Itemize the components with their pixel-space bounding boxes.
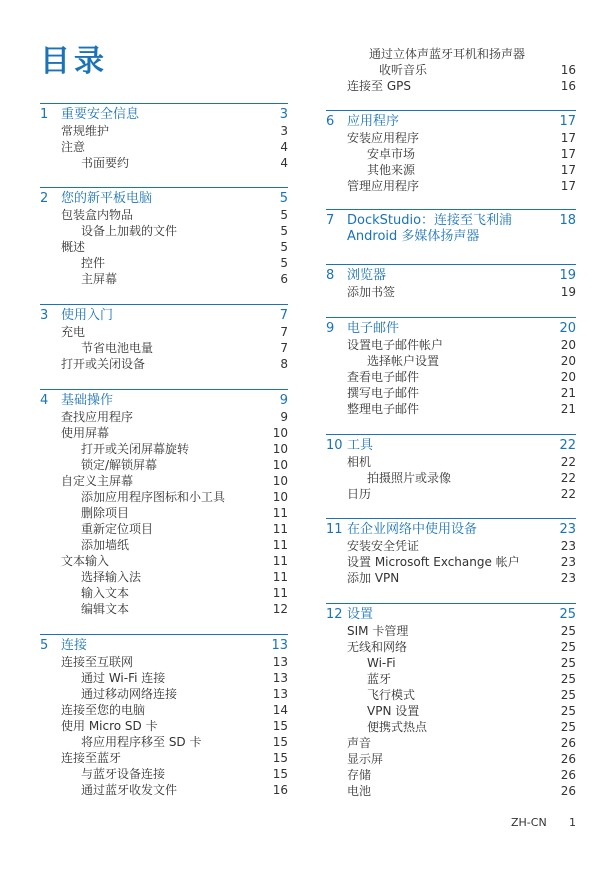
toc-entry-page: 11: [272, 586, 288, 600]
chapter-title: 工具: [347, 438, 374, 453]
toc-entry-text: 日历: [347, 487, 372, 501]
toc-entry-page: 20: [560, 338, 576, 352]
toc-entry: [326, 783, 576, 799]
toc-entry: [326, 538, 576, 554]
toc-entry: [40, 155, 288, 171]
toc-entry: [326, 639, 576, 655]
toc-entry-page: 8: [280, 357, 288, 371]
toc-entry-page: 22: [560, 455, 576, 469]
toc-entry: [326, 470, 576, 486]
toc-entry-page: 5: [280, 256, 288, 270]
toc-entry: [326, 454, 576, 470]
toc-entry-page: 10: [272, 442, 288, 456]
toc-entry-text: 安装应用程序: [347, 131, 420, 145]
toc-chapter-heading: [40, 191, 288, 207]
toc-entry-text: Wi-Fi: [367, 656, 396, 670]
toc-entry-page: 16: [560, 79, 576, 93]
toc-entry: [40, 718, 288, 734]
toc-entry: [40, 425, 288, 441]
chapter-number: 7: [326, 213, 335, 228]
toc-section: [326, 110, 576, 194]
toc-entry: [40, 409, 288, 425]
toc-entry-text: 打开或关闭设备: [61, 357, 146, 371]
toc-entry-page: 22: [560, 471, 576, 485]
toc-entry: [326, 385, 576, 401]
toc-entry-text: 查找应用程序: [61, 410, 134, 424]
chapter-number: 2: [40, 191, 49, 206]
toc-entry-text: 与蓝牙设备连接: [81, 767, 166, 781]
toc-entry: [326, 284, 576, 300]
toc-entry: [326, 570, 576, 586]
toc-entry-text: 连接至您的电脑: [61, 703, 146, 717]
toc-entry-text: 锁定/解锁屏幕: [81, 458, 158, 472]
toc-entry: [326, 671, 576, 687]
toc-entry: [326, 767, 576, 783]
toc-entry-text: 添加 VPN: [347, 571, 400, 585]
toc-entry: [326, 130, 576, 146]
toc-section: [40, 634, 288, 798]
toc-entry-page: 14: [272, 703, 288, 717]
toc-entry-page: 17: [560, 179, 576, 193]
toc-chapter-heading: [40, 393, 288, 409]
toc-entry-page: 19: [560, 285, 576, 299]
toc-entry-text: 飞行模式: [367, 688, 416, 702]
toc-entry: [40, 750, 288, 766]
chapter-page: 17: [559, 114, 576, 129]
toc-entry: [40, 139, 288, 155]
toc-entry-text: 连接至蓝牙: [61, 751, 122, 765]
toc-entry-page: 25: [560, 672, 576, 686]
toc-entry-page: 7: [280, 341, 288, 355]
toc-entry: [40, 686, 288, 702]
toc-chapter-heading: [326, 522, 576, 538]
toc-chapter-heading: [326, 268, 576, 284]
toc-entry-page: 11: [272, 554, 288, 568]
toc-entry-text: 安装安全凭证: [347, 539, 420, 553]
toc-entry-text: 拍摄照片或录像: [367, 471, 452, 485]
toc-entry-text: 包装盒内物品: [61, 208, 134, 222]
chapter-number: 1: [40, 107, 49, 122]
toc-entry-text: 添加墙纸: [81, 538, 130, 552]
toc-entry-text: 收听音乐: [379, 63, 428, 77]
toc-entry: [40, 255, 288, 271]
chapter-number: 4: [40, 393, 49, 408]
toc-entry: [40, 782, 288, 798]
toc-entry-text: 使用屏幕: [61, 426, 110, 440]
toc-entry-text: 自定义主屏幕: [61, 474, 134, 488]
toc-entry-text: SIM 卡管理: [347, 624, 409, 638]
toc-entry-page: 7: [280, 325, 288, 339]
toc-entry-page: 21: [560, 386, 576, 400]
toc-entry-page: 15: [272, 751, 288, 765]
toc-entry-page: 11: [272, 522, 288, 536]
toc-entry-text: 删除项目: [81, 506, 130, 520]
toc-chapter-heading: [40, 308, 288, 324]
toc-entry: [40, 654, 288, 670]
chapter-title: 浏览器: [347, 268, 387, 283]
chapter-number: 11: [326, 522, 343, 537]
toc-entry-text: 常规维护: [61, 124, 110, 138]
toc-entry-page: 4: [280, 140, 288, 154]
chapter-number: 12: [326, 607, 343, 622]
toc-entry-text: 设备上加载的文件: [81, 224, 178, 238]
toc-chapter-heading: [40, 638, 288, 654]
chapter-page: 7: [279, 308, 288, 323]
chapter-title: 连接: [61, 638, 88, 653]
toc-entry-page: 23: [560, 539, 576, 553]
toc-section: [326, 434, 576, 502]
toc-entry-text: 存储: [347, 768, 372, 782]
toc-entry-page: 23: [560, 555, 576, 569]
toc-entry-page: 4: [280, 156, 288, 170]
toc-entry: [326, 62, 576, 78]
toc-entry-text: 撰写电子邮件: [347, 386, 420, 400]
toc-entry-text: 主屏幕: [81, 272, 118, 286]
toc-entry: [40, 766, 288, 782]
toc-entry-text: 控件: [81, 256, 106, 270]
toc-entry-text: 添加应用程序图标和小工具: [81, 490, 226, 504]
toc-entry-page: 25: [560, 640, 576, 654]
toc-entry: [40, 457, 288, 473]
toc-entry-text: 查看电子邮件: [347, 370, 420, 384]
toc-entry-text: 蓝牙: [367, 672, 392, 686]
toc-entry-page: 11: [272, 570, 288, 584]
toc-entry-text: 便携式热点: [367, 720, 428, 734]
chapter-page: 9: [279, 393, 288, 408]
toc-entry: [326, 719, 576, 735]
toc-section: [40, 304, 288, 372]
toc-entry-page: 16: [560, 63, 576, 77]
toc-entry-page: 10: [272, 458, 288, 472]
toc-entry: [326, 337, 576, 353]
toc-entry-text: 文本输入: [61, 554, 110, 568]
toc-entry: [40, 489, 288, 505]
toc-entry: [40, 324, 288, 340]
toc-entry-page: 22: [560, 487, 576, 501]
toc-entry-text: 通过立体声蓝牙耳机和扬声器: [369, 47, 526, 61]
toc-chapter-heading: [326, 321, 576, 337]
footer-page-number: 1: [569, 816, 576, 829]
toc-section: [40, 187, 288, 287]
toc-entry-page: 5: [280, 240, 288, 254]
toc-entry-text: 编辑文本: [81, 602, 130, 616]
toc-entry: [40, 585, 288, 601]
toc-entry-text: 添加书签: [347, 285, 396, 299]
toc-entry: [326, 554, 576, 570]
toc-entry-text: 选择帐户设置: [367, 354, 440, 368]
toc-entry-page: 15: [272, 719, 288, 733]
toc-entry-page: 25: [560, 704, 576, 718]
toc-entry-page: 6: [280, 272, 288, 286]
toc-entry-text: 管理应用程序: [347, 179, 420, 193]
toc-entry-text: 相机: [347, 455, 372, 469]
toc-entry: [40, 207, 288, 223]
toc-entry-page: 26: [560, 736, 576, 750]
toc-entry: [326, 146, 576, 162]
toc-entry-page: 11: [272, 506, 288, 520]
toc-entry-page: 12: [272, 602, 288, 616]
toc-entry-text: 设置电子邮件帐户: [347, 338, 444, 352]
toc-entry-page: 25: [560, 624, 576, 638]
toc-entry-text: 显示屏: [347, 752, 384, 766]
toc-chapter-heading: [326, 607, 576, 623]
toc-entry-text: 声音: [347, 736, 372, 750]
toc-entry: [40, 734, 288, 750]
toc-entry-page: 11: [272, 538, 288, 552]
toc-section: [326, 209, 576, 245]
chapter-number: 3: [40, 308, 49, 323]
toc-entry: [326, 178, 576, 194]
toc-entry: [40, 537, 288, 553]
toc-entry-page: 17: [560, 147, 576, 161]
toc-section: [40, 389, 288, 617]
toc-entry: [40, 670, 288, 686]
toc-entry-page: 13: [272, 687, 288, 701]
chapter-title: 应用程序: [347, 114, 400, 129]
toc-entry: [326, 162, 576, 178]
page-footer: [500, 816, 576, 830]
toc-entry: [40, 340, 288, 356]
chapter-title: 重要安全信息: [61, 107, 140, 122]
chapter-page: 22: [559, 438, 576, 453]
toc-entry: [40, 553, 288, 569]
toc-entry-text: 将应用程序移至 SD 卡: [81, 735, 202, 749]
toc-entry-page: 10: [272, 474, 288, 488]
toc-entry-page: 3: [280, 124, 288, 138]
chapter-title: 在企业网络中使用设备: [347, 522, 478, 537]
chapter-page: 23: [559, 522, 576, 537]
chapter-number: 10: [326, 438, 343, 453]
toc-entry-text: 充电: [61, 325, 86, 339]
chapter-page: 20: [559, 321, 576, 336]
toc-entry: [326, 369, 576, 385]
toc-entry: [40, 521, 288, 537]
toc-entry-text: 节省电池电量: [81, 341, 154, 355]
chapter-page: 25: [559, 607, 576, 622]
toc-entry-text: 电池: [347, 784, 372, 798]
toc-entry: [326, 655, 576, 671]
toc-entry-page: 9: [280, 410, 288, 424]
chapter-title: 您的新平板电脑: [61, 191, 153, 206]
chapter-title: DockStudio：连接至飞利浦: [347, 213, 513, 228]
toc-entry: [40, 601, 288, 617]
toc-entry-page: 13: [272, 655, 288, 669]
toc-entry-page: 26: [560, 784, 576, 798]
toc-entry-text: 使用 Micro SD 卡: [61, 719, 158, 733]
toc-entry-text: VPN 设置: [367, 704, 420, 718]
toc-entry-page: 25: [560, 688, 576, 702]
chapter-title: 基础操作: [61, 393, 114, 408]
toc-entry-text: 打开或关闭屏幕旋转: [81, 442, 190, 456]
toc-title: 目录: [40, 44, 108, 79]
toc-chapter-heading: [326, 438, 576, 454]
chapter-number: 5: [40, 638, 49, 653]
toc-entry: [40, 473, 288, 489]
toc-entry-page: 25: [560, 656, 576, 670]
chapter-title: 电子邮件: [347, 321, 400, 336]
chapter-page: 5: [279, 191, 288, 206]
toc-entry-page: 15: [272, 767, 288, 781]
toc-section: [326, 603, 576, 799]
toc-entry: [40, 505, 288, 521]
chapter-title-line2: Android 多媒体扬声器: [347, 229, 480, 244]
toc-entry-page: 15: [272, 735, 288, 749]
toc-entry-text: 书面要约: [81, 156, 130, 170]
toc-entry-text: 通过 Wi-Fi 连接: [81, 671, 166, 685]
toc-entry-page: 10: [272, 490, 288, 504]
toc-section: [326, 317, 576, 417]
toc-entry-page: 26: [560, 752, 576, 766]
toc-entry-page: 16: [272, 783, 288, 797]
toc-entry-text: 无线和网络: [347, 640, 408, 654]
toc-entry: [326, 623, 576, 639]
toc-section: [326, 518, 576, 586]
toc-entry: [40, 356, 288, 372]
chapter-number: 6: [326, 114, 335, 129]
toc-entry-text: 重新定位项目: [81, 522, 154, 536]
toc-entry: [40, 569, 288, 585]
toc-entry-page: 10: [272, 426, 288, 440]
toc-entry-text: 概述: [61, 240, 86, 254]
chapter-page: 18: [559, 213, 576, 228]
toc-entry: [326, 46, 576, 62]
toc-entry-page: 25: [560, 720, 576, 734]
toc-entry: [326, 401, 576, 417]
toc-entry: [326, 486, 576, 502]
toc-section: [40, 103, 288, 171]
chapter-number: 9: [326, 321, 335, 336]
toc-entry-text: 选择输入法: [81, 570, 142, 584]
chapter-page: 3: [279, 107, 288, 122]
toc-entry: [40, 271, 288, 287]
toc-entry-page: 17: [560, 131, 576, 145]
toc-entry: [326, 751, 576, 767]
chapter-page: 19: [559, 268, 576, 283]
chapter-title: 使用入门: [61, 308, 114, 323]
toc-entry-page: 5: [280, 208, 288, 222]
toc-entry: [40, 702, 288, 718]
toc-entry-page: 20: [560, 370, 576, 384]
toc-entry-page: 20: [560, 354, 576, 368]
chapter-page: 13: [271, 638, 288, 653]
toc-section: [326, 264, 576, 300]
toc-entry: [40, 239, 288, 255]
toc-entry-text: 整理电子邮件: [347, 402, 420, 416]
toc-chapter-heading-cont: [326, 229, 576, 245]
toc-entry-text: 其他来源: [367, 163, 416, 177]
toc-entry-page: 5: [280, 224, 288, 238]
toc-entry: [326, 687, 576, 703]
toc-entry-text: 连接至互联网: [61, 655, 134, 669]
chapter-title: 设置: [347, 607, 374, 622]
toc-entry-text: 安卓市场: [367, 147, 416, 161]
toc-entry-page: 17: [560, 163, 576, 177]
toc-entry-page: 26: [560, 768, 576, 782]
toc-entry-page: 23: [560, 571, 576, 585]
toc-entry-text: 通过蓝牙收发文件: [81, 783, 178, 797]
toc-entry: [326, 703, 576, 719]
toc-entry-text: 注意: [61, 140, 86, 154]
toc-continuation: [326, 43, 576, 94]
toc-entry: [326, 353, 576, 369]
toc-entry-page: 21: [560, 402, 576, 416]
toc-entry: [40, 123, 288, 139]
toc-entry-text: 设置 Microsoft Exchange 帐户: [347, 555, 520, 569]
footer-language: ZH-CN: [511, 816, 547, 829]
toc-entry: [326, 78, 576, 94]
toc-entry: [40, 223, 288, 239]
toc-chapter-heading: [40, 107, 288, 123]
toc-entry: [40, 441, 288, 457]
toc-chapter-heading: [326, 114, 576, 130]
chapter-number: 8: [326, 268, 335, 283]
toc-entry-text: 通过移动网络连接: [81, 687, 178, 701]
toc-entry-text: 连接至 GPS: [347, 79, 411, 93]
toc-chapter-heading: [326, 213, 576, 229]
toc-entry-text: 输入文本: [81, 586, 130, 600]
toc-entry-page: 13: [272, 671, 288, 685]
toc-entry: [326, 735, 576, 751]
